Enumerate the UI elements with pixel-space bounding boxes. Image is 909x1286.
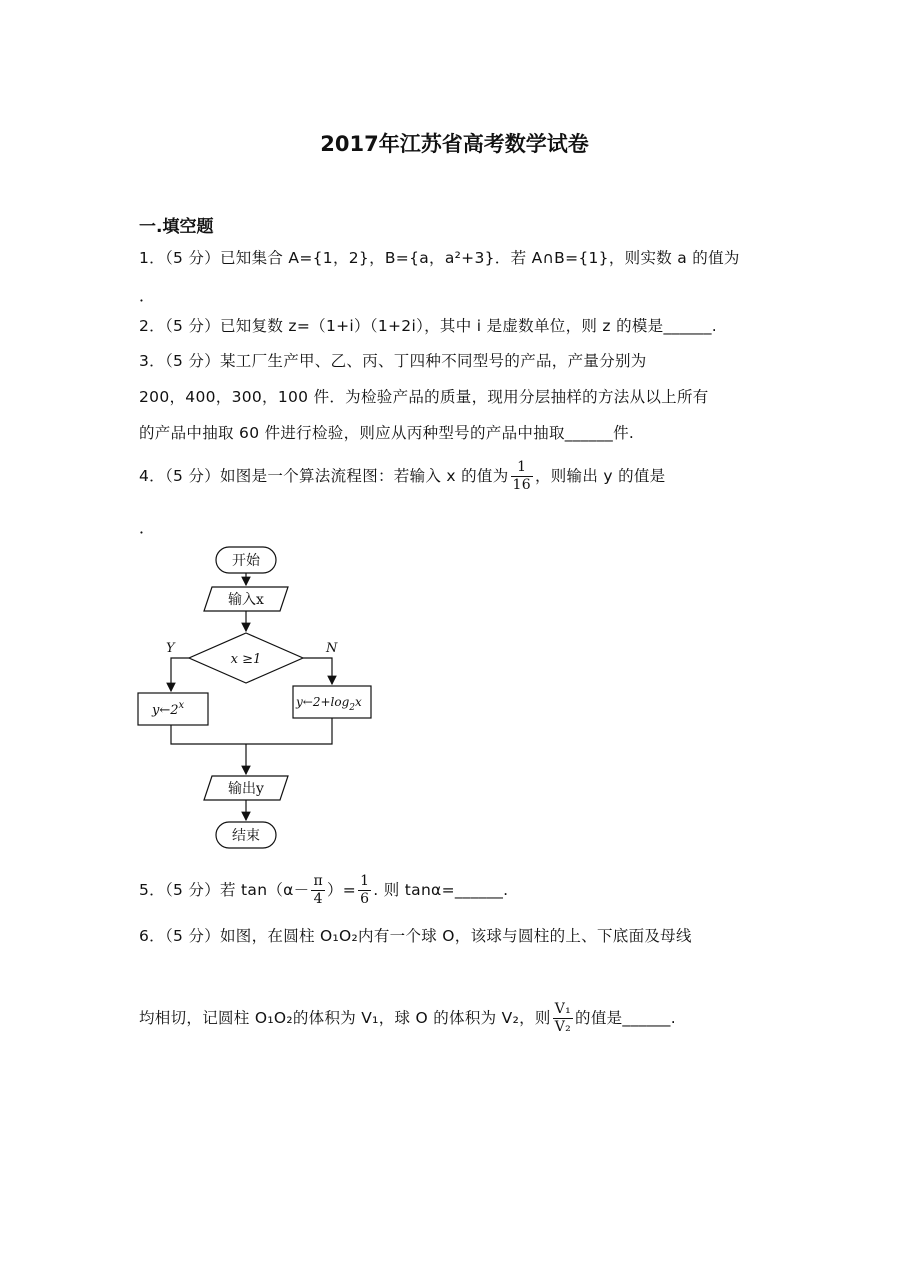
fraction-denominator: 4 bbox=[313, 891, 323, 907]
fraction-denominator: 16 bbox=[512, 477, 531, 493]
question-5-fraction-1 bbox=[311, 873, 325, 908]
fraction-numerator: π bbox=[313, 873, 323, 889]
flowchart-output-label: 输出y bbox=[228, 781, 264, 797]
question-3-line-1: 3．（5 分）某工厂生产甲、乙、丙、丁四种不同型号的产品，产量分别为 bbox=[139, 352, 647, 370]
question-4 bbox=[139, 458, 665, 494]
question-5-fraction-2 bbox=[358, 873, 371, 908]
question-5 bbox=[139, 870, 508, 910]
flowchart-end-label: 结束 bbox=[232, 828, 260, 844]
question-3-line-3: 的产品中抽取 60 件进行检验，则应从丙种型号的产品中抽取______件. bbox=[139, 424, 635, 442]
question-4-text-before: 4．（5 分）如图是一个算法流程图：若输入 x 的值为 bbox=[139, 467, 509, 485]
question-6-text-before: 均相切，记圆柱 O₁O₂的体积为 V₁，球 O 的体积为 V₂，则 bbox=[139, 1009, 551, 1027]
question-6-fraction bbox=[553, 1001, 573, 1036]
flowchart-no-box-sub: 2 bbox=[349, 703, 356, 713]
question-4-answer-dot: ． bbox=[139, 518, 156, 537]
flowchart-condition-label: x ≥1 bbox=[230, 652, 262, 667]
flowchart-no-label: N bbox=[326, 641, 338, 656]
question-6-text-after: 的值是______. bbox=[575, 1009, 676, 1027]
question-5-text-before: 5．（5 分）若 tan（α－ bbox=[139, 881, 310, 899]
question-5-text-mid: ）= bbox=[326, 881, 357, 899]
fraction-denominator: V₂ bbox=[554, 1019, 572, 1035]
fraction-denominator: 6 bbox=[360, 891, 370, 907]
fraction-numerator: 1 bbox=[511, 459, 533, 477]
flowchart-yes-label: Y bbox=[166, 641, 175, 656]
page-title: 2017年江苏省高考数学试卷 bbox=[320, 132, 589, 156]
question-4-fraction bbox=[511, 459, 533, 494]
question-3-line-2: 200，400，300，100 件．为检验产品的质量，现用分层抽样的方法从以上所有 bbox=[139, 388, 709, 406]
question-1: 1．（5 分）已知集合 A={1，2}，B={a，a²+3}．若 A∩B={1}，则实数 a 的值为 bbox=[139, 249, 740, 267]
algorithm-flowchart bbox=[130, 540, 390, 855]
question-1-answer-dot: ． bbox=[139, 286, 156, 305]
flowchart-yes-box-sup: x bbox=[178, 700, 185, 711]
question-4-text-after: ，则输出 y 的值是 bbox=[534, 467, 666, 485]
flowchart-start-label: 开始 bbox=[232, 553, 260, 569]
flowchart-no-box-tail: x bbox=[355, 695, 362, 709]
question-6-line-2 bbox=[139, 996, 676, 1040]
question-5-text-after: . 则 tanα=______. bbox=[373, 881, 509, 899]
fraction-numerator: V₁ bbox=[554, 1001, 572, 1017]
flowchart-yes-box-main: y←2 bbox=[152, 703, 179, 718]
fraction-numerator: 1 bbox=[360, 873, 370, 889]
question-2: 2．（5 分）已知复数 z=（1+i）（1+2i），其中 i 是虚数单位，则 z 的模是______. bbox=[139, 317, 718, 335]
flowchart-input-label: 输入x bbox=[228, 592, 264, 608]
section-heading: 一.填空题 bbox=[139, 217, 214, 237]
flowchart-no-box-main: y←2+log bbox=[296, 695, 350, 709]
question-6-line-1: 6．（5 分）如图，在圆柱 O₁O₂内有一个球 O，该球与圆柱的上、下底面及母线 bbox=[139, 927, 692, 945]
